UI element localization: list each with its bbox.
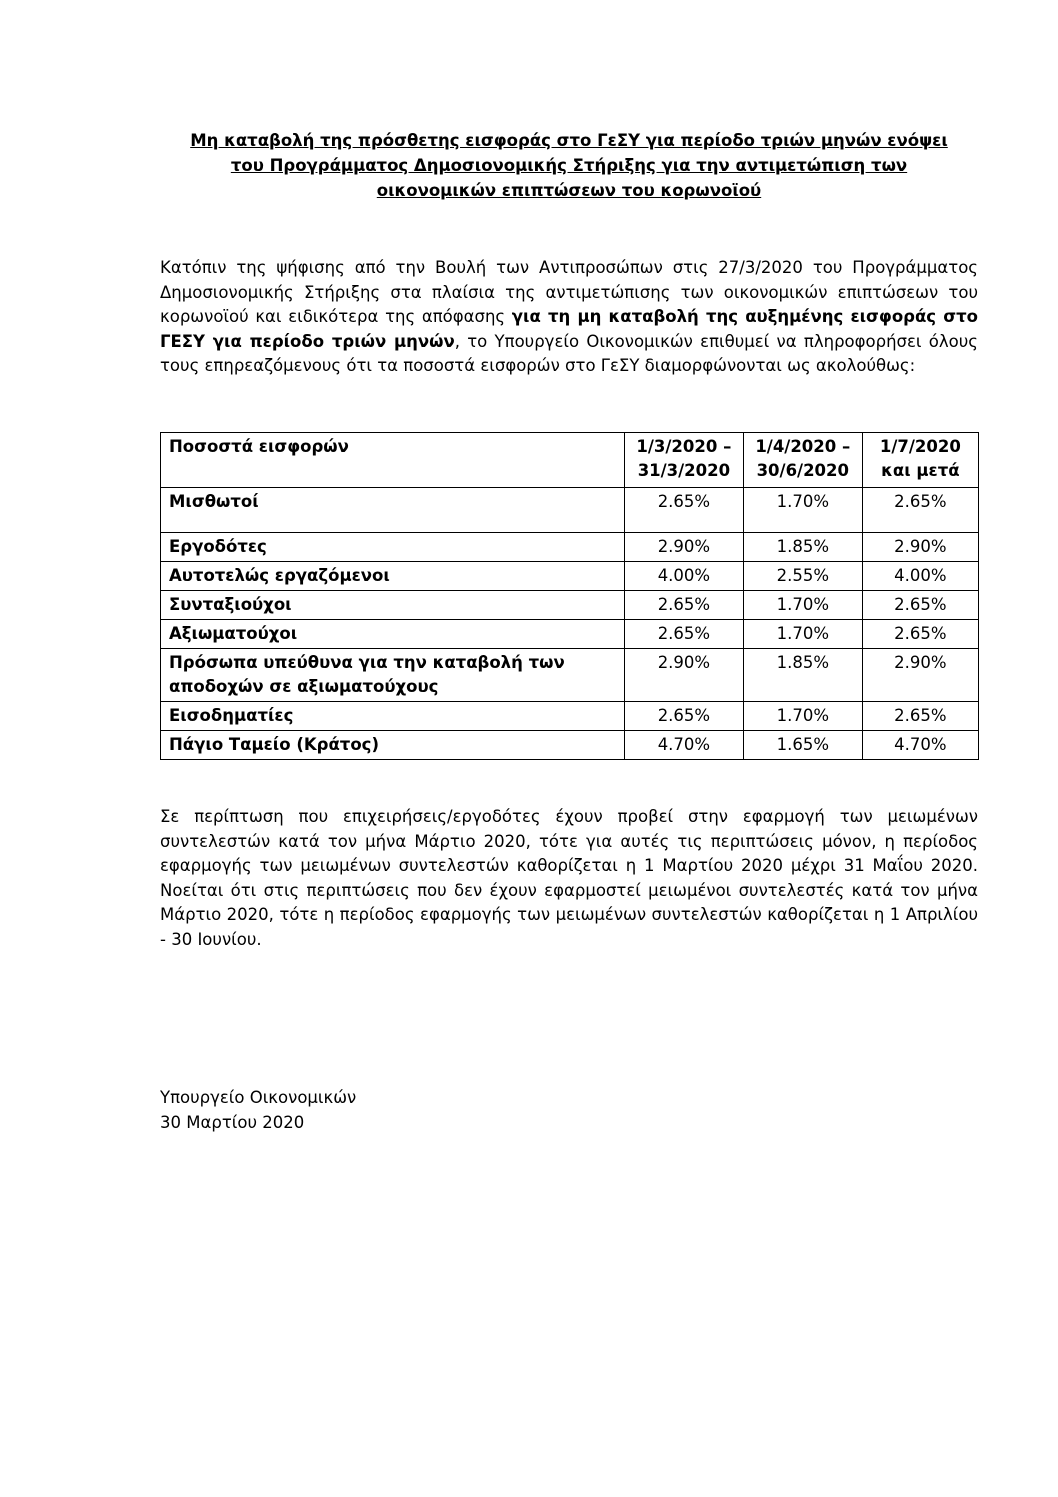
header-period-3 [862, 433, 978, 488]
header-period-3-line-2: και μετά [881, 461, 960, 480]
table-row [161, 649, 979, 702]
rate-period-2: 1.85% [743, 533, 862, 562]
row-label: Πάγιο Ταμείο (Κράτος) [161, 731, 625, 760]
rate-period-1: 2.65% [624, 591, 743, 620]
rate-period-1: 2.90% [624, 533, 743, 562]
rate-period-2: 1.70% [743, 591, 862, 620]
contribution-rates-table [160, 432, 979, 760]
row-label: Εισοδηματίες [161, 702, 625, 731]
rate-period-2: 2.55% [743, 562, 862, 591]
rate-period-2: 1.70% [743, 702, 862, 731]
title-line-3: οικονομικών επιπτώσεων του κορωνοϊού [376, 181, 762, 200]
rate-period-1: 2.90% [624, 649, 743, 702]
intro-text-part1: Κατόπιν της ψήφισης από την Βουλή των Αντιπροσώπων στις 27/3/2020 του Προγράμματος Δημοσιονομικής Στήριξης στα πλαίσια της αντιμετώπισης των οικονομικών επιπτώσεων του κορωνοϊού και ειδικότερα της απόφασης [160, 258, 978, 327]
row-label: Αξιωματούχοι [161, 620, 625, 649]
row-label: Πρόσωπα υπεύθυνα για την καταβολή των αποδοχών σε αξιωματούχους [161, 649, 625, 702]
rate-period-3: 2.65% [862, 488, 978, 533]
header-period-1-line-1: 1/3/2020 – [636, 437, 732, 456]
header-period-3-line-1: 1/7/2020 [879, 437, 961, 456]
rate-period-3: 2.90% [862, 533, 978, 562]
table-row [161, 591, 979, 620]
rate-period-2: 1.65% [743, 731, 862, 760]
signature-date: 30 Μαρτίου 2020 [160, 1112, 305, 1132]
rate-period-1: 2.65% [624, 488, 743, 533]
outro-paragraph: Σε περίπτωση που επιχειρήσεις/εργοδότες έχουν προβεί στην εφαρμογή των μειωμένων συντελεστών κατά τον μήνα Μάρτιο 2020, τότε για αυτές τις περιπτώσεις μόνον, η περίοδος εφαρμογής των μειωμένων συντελεστών καθορίζεται η 1 Μαρτίου 2020 μέχρι 31 Μαΐου 2020. Νοείται ότι στις περιπτώσεις που δεν έχουν εφαρμοστεί μειωμένοι συντελεστές κατά τον μήνα Μάρτιο 2020, τότε η περίοδος εφαρμογής των μειωμένων συντελεστών καθορίζεται η 1 Απριλίου - 30 Ιουνίου. [160, 807, 978, 949]
row-label: Εργοδότες [161, 533, 625, 562]
header-period-2-line-1: 1/4/2020 – [755, 437, 851, 456]
signature-block [160, 1086, 560, 1135]
table-row [161, 702, 979, 731]
header-period-1-line-2: 31/3/2020 [637, 461, 731, 480]
header-period-2 [743, 433, 862, 488]
title-line-1: Μη καταβολή της πρόσθετης εισφοράς στο ΓεΣΥ για περίοδο τριών μηνών ενόψει [190, 131, 948, 150]
rate-period-2: 1.70% [743, 488, 862, 533]
signature-ministry: Υπουργείο Οικονομικών [160, 1088, 357, 1107]
table-row [161, 533, 979, 562]
intro-text-part2: , το Υπουργείο Οικονομικών επιθυμεί να πληροφορήσει όλους τους επηρεαζόμενους ότι τα ποσοστά εισφορών στο ΓεΣΥ διαμορφώνονται ως ακολούθως: [160, 331, 978, 376]
header-period-2-line-2: 30/6/2020 [756, 461, 849, 480]
rate-period-2: 1.85% [743, 649, 862, 702]
row-label: Μισθωτοί [161, 488, 625, 533]
table-row [161, 620, 979, 649]
rate-period-3: 2.65% [862, 620, 978, 649]
header-period-1 [624, 433, 743, 488]
table-row [161, 562, 979, 591]
intro-paragraph [160, 256, 978, 379]
row-label: Συνταξιούχοι [161, 591, 625, 620]
rate-period-1: 2.65% [624, 702, 743, 731]
intro-bold-text: για τη μη καταβολή της αυξημένης εισφοράς στο ΓΕΣΥ για περίοδο τριών μηνών [160, 307, 978, 351]
table-header-row [161, 433, 979, 488]
rate-period-3: 2.65% [862, 591, 978, 620]
rate-period-1: 2.65% [624, 620, 743, 649]
rate-period-3: 4.70% [862, 731, 978, 760]
rate-period-3: 2.90% [862, 649, 978, 702]
table-row [161, 731, 979, 760]
rate-period-1: 4.70% [624, 731, 743, 760]
row-label: Αυτοτελώς εργαζόμενοι [161, 562, 625, 591]
title-line-2: του Προγράμματος Δημοσιονομικής Στήριξης για την αντιμετώπιση των [230, 156, 908, 175]
rate-period-3: 4.00% [862, 562, 978, 591]
rate-period-3: 2.65% [862, 702, 978, 731]
rate-period-1: 4.00% [624, 562, 743, 591]
document-title [160, 128, 978, 203]
header-label: Ποσοστά εισφορών [161, 433, 625, 488]
table-row [161, 488, 979, 533]
rate-period-2: 1.70% [743, 620, 862, 649]
